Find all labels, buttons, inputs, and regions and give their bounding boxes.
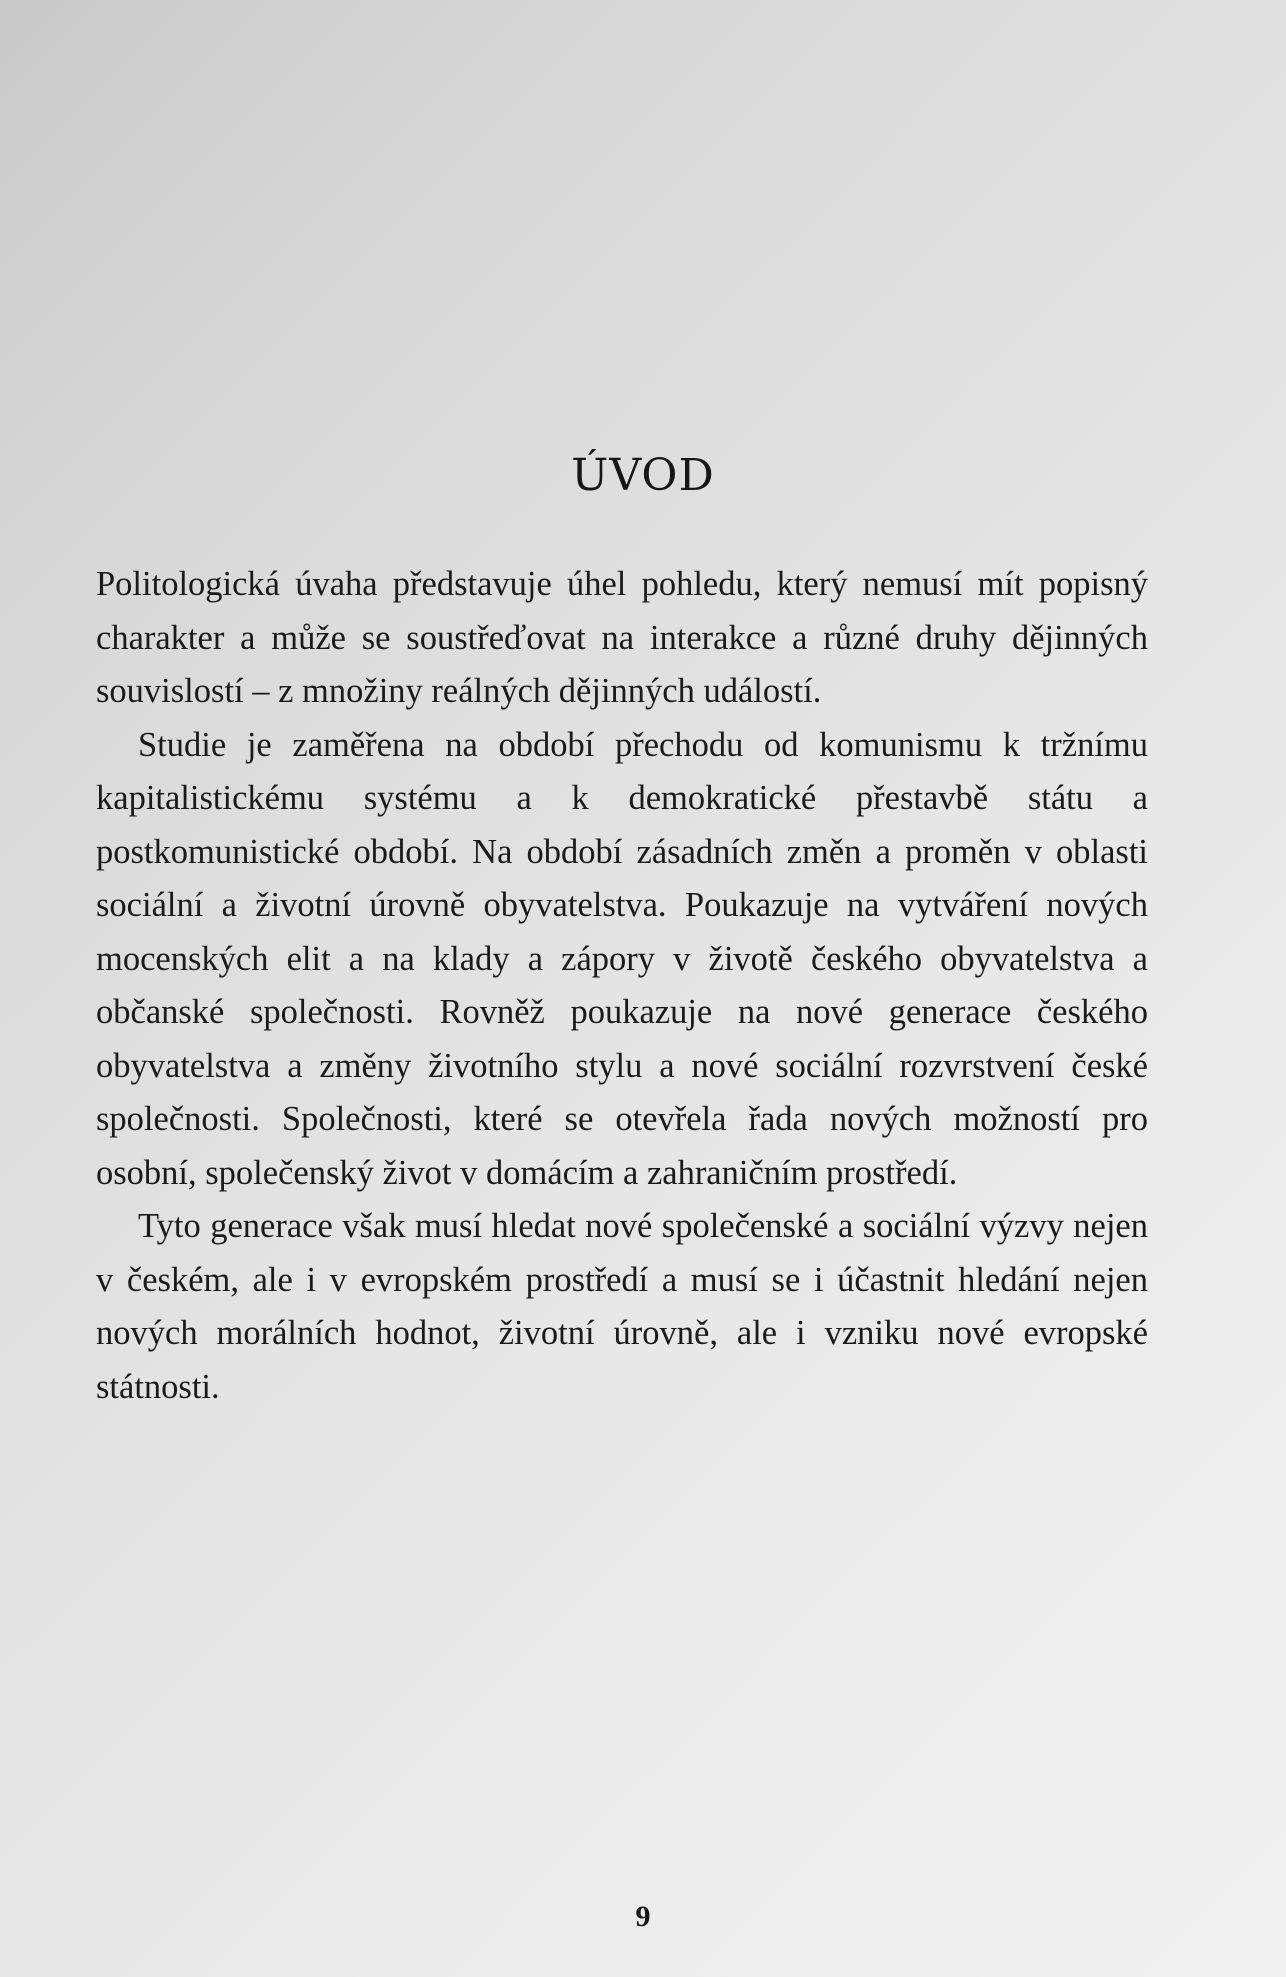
paragraph-3: Tyto generace však musí hledat nové společenské a sociální výzvy nejen v českém, ale i v evropském prostředí a musí se i účastnit hledání nejen nových morálních hodnot, životní úrovně, ale i vzniku nové evropské státnosti.: [96, 1207, 1148, 1406]
page-number: 9: [635, 1900, 651, 1933]
paragraph-1: Politologická úvaha představuje úhel pohledu, který nemusí mít popisný charakter a může se soustřeďovat na interakce a různé druhy dějinných souvislostí – z množiny reálných dějinných událostí.: [96, 565, 1148, 710]
body-text: [96, 558, 1148, 1414]
chapter-title: ÚVOD: [571, 450, 715, 501]
paragraph-2: Studie je zaměřena na období přechodu od komunismu k tržnímu kapitalistickému systému a k demokratické přestavbě státu a postkomunistické období. Na období zásadních změn a proměn v oblasti sociální a životní úrovně obyvatelstva. Poukazuje na vytváření nových mocenských elit a na klady a zápory v životě českého obyvatelstva a občanské společnosti. Rovněž poukazuje na nové generace českého obyvatelstva a změny životního stylu a nové sociální rozvrstvení české společnosti. Společnosti, které se otevřela řada nových možností pro osobní, společenský život v domácím a zahraničním prostředí.: [96, 725, 1148, 1192]
